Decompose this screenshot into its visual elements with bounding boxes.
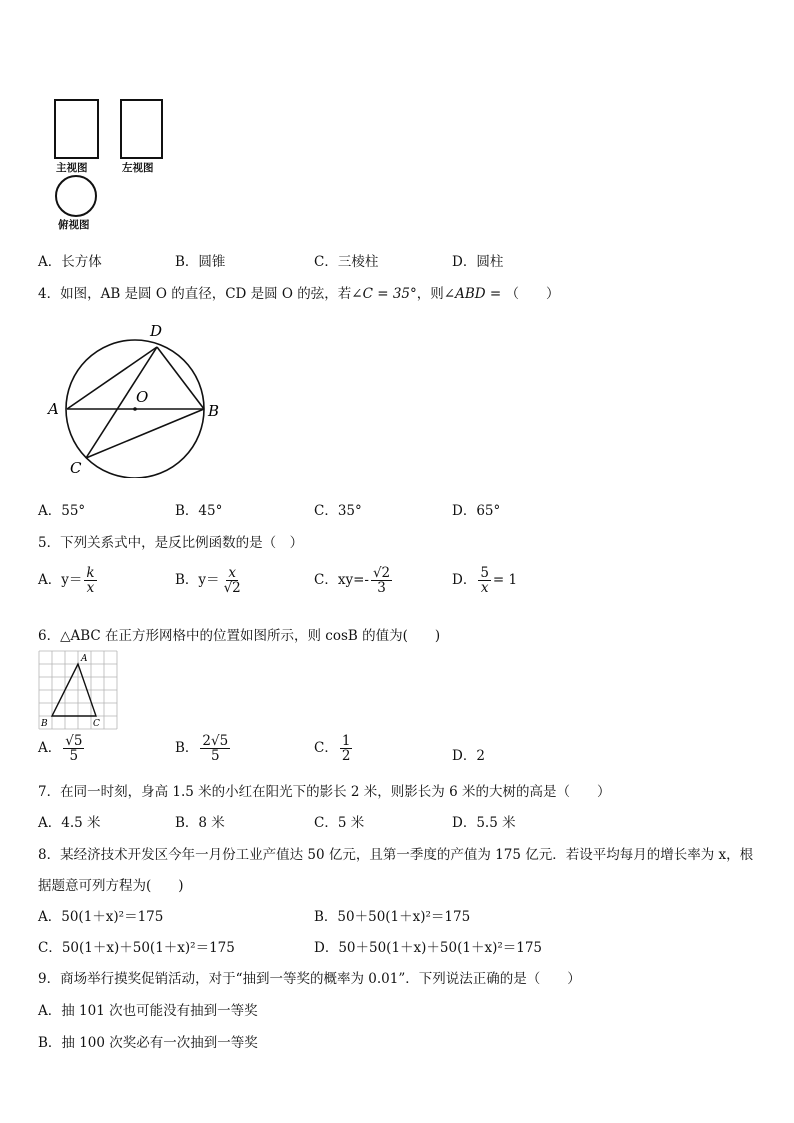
fraction: $\frac{k}{x}$ bbox=[86, 565, 95, 597]
top-view-circle bbox=[55, 175, 97, 217]
label-b: B bbox=[208, 402, 220, 420]
q4-stem-prefix: 4．如图，AB 是圆 O 的直径，CD 是圆 O 的弦，若 bbox=[38, 286, 352, 302]
q5-option-c: C．xy=- $\frac{√2}{3}$ bbox=[314, 565, 391, 597]
q6-option-c: C． $\frac{1}{2}$ bbox=[314, 733, 351, 765]
q6-option-a: A． $\frac{√5}{5}$ bbox=[38, 733, 83, 765]
q4-stem-suffix: = （ ） bbox=[485, 286, 560, 302]
fraction: $\frac{2√5}{5}$ bbox=[202, 733, 229, 765]
label-d: D bbox=[150, 322, 163, 340]
q9-option-b: B．抽 100 次奖必有一次抽到一等奖 bbox=[38, 1035, 258, 1051]
q4-option-b: B．45° bbox=[175, 503, 223, 519]
q6-stem: 6．△ABC 在正方形网格中的位置如图所示，则 cosB 的值为( ) bbox=[38, 628, 441, 644]
q4-option-c: C．35° bbox=[314, 503, 362, 519]
label-a: A bbox=[48, 400, 59, 418]
label-c: C bbox=[70, 459, 82, 477]
left-view-rect bbox=[120, 99, 163, 159]
fraction: $\frac{5}{x}$ bbox=[480, 565, 489, 597]
q3-option-b: B．圆锥 bbox=[175, 254, 226, 270]
q4-option-a: A．55° bbox=[38, 503, 86, 519]
q5-option-a: A．y＝ $\frac{k}{x}$ bbox=[38, 565, 95, 597]
q3-option-d: D．圆柱 bbox=[452, 254, 504, 270]
fraction: $\frac{1}{2}$ bbox=[341, 733, 351, 765]
q7-stem: 7．在同一时刻，身高 1.5 米的小红在阳光下的影长 2 米，则影长为 6 米的大树的高是（ ） bbox=[38, 784, 611, 800]
fraction: $\frac{√5}{5}$ bbox=[65, 733, 83, 765]
q8-stem-line1: 8．某经济技术开发区今年一月份工业产值达 50 亿元，且第一季度的产值为 175 亿元．若设平均每月的增长率为 x，根 bbox=[38, 847, 754, 863]
label-o: O bbox=[136, 388, 149, 406]
center-dot bbox=[133, 407, 137, 411]
front-view-label: 主视图 bbox=[56, 162, 88, 174]
q3-option-c: C．三棱柱 bbox=[314, 254, 379, 270]
fraction: $\frac{√2}{3}$ bbox=[372, 565, 391, 597]
q8-option-c: C．50(1＋x)＋50(1＋x)²＝175 bbox=[38, 940, 235, 956]
q8-option-d: D．50＋50(1＋x)＋50(1＋x)²＝175 bbox=[314, 940, 543, 956]
left-view-label: 左视图 bbox=[122, 162, 154, 174]
q9-stem: 9．商场举行摸奖促销活动，对于“抽到一等奖的概率为 0.01”．下列说法正确的是（ ） bbox=[38, 971, 581, 987]
q6-option-b: B． $\frac{2√5}{5}$ bbox=[175, 733, 229, 765]
label-b: B bbox=[41, 719, 48, 729]
q6-grid-figure bbox=[38, 650, 118, 730]
q4-option-d: D．65° bbox=[452, 503, 501, 519]
q9-option-a: A．抽 101 次也可能没有抽到一等奖 bbox=[38, 1003, 258, 1019]
q5-option-d: D． $\frac{5}{x}$ = 1 bbox=[452, 565, 518, 597]
q8-option-a: A．50(1＋x)²＝175 bbox=[38, 909, 164, 925]
label-a: A bbox=[81, 654, 88, 664]
q5-stem: 5．下列关系式中，是反比例函数的是（ ） bbox=[38, 535, 304, 551]
q4-stem-mid: ，则 bbox=[416, 286, 444, 302]
label-c: C bbox=[93, 719, 100, 729]
q7-option-a: A．4.5 米 bbox=[38, 815, 101, 831]
fraction: $\frac{x}{√2}$ bbox=[223, 565, 241, 597]
q4-stem bbox=[38, 282, 559, 302]
q8-stem-line2: 据题意可列方程为( ) bbox=[38, 878, 184, 894]
q7-option-b: B．8 米 bbox=[175, 815, 225, 831]
q5-option-b: B．y＝ $\frac{x}{√2}$ bbox=[175, 565, 241, 597]
front-view-rect bbox=[54, 99, 99, 159]
q7-option-d: D．5.5 米 bbox=[452, 815, 516, 831]
q6-option-d: D．2 bbox=[452, 748, 485, 764]
q4-circle-figure bbox=[40, 318, 230, 478]
q3-option-a: A．长方体 bbox=[38, 254, 102, 270]
top-view-label: 俯视图 bbox=[58, 219, 90, 231]
segment-cb bbox=[86, 409, 204, 458]
q7-option-c: C．5 米 bbox=[314, 815, 365, 831]
q4-ask: ∠ABD bbox=[443, 286, 486, 302]
q8-option-b: B．50＋50(1＋x)²＝175 bbox=[314, 909, 471, 925]
q4-condition: ∠C = 35° bbox=[351, 286, 417, 302]
